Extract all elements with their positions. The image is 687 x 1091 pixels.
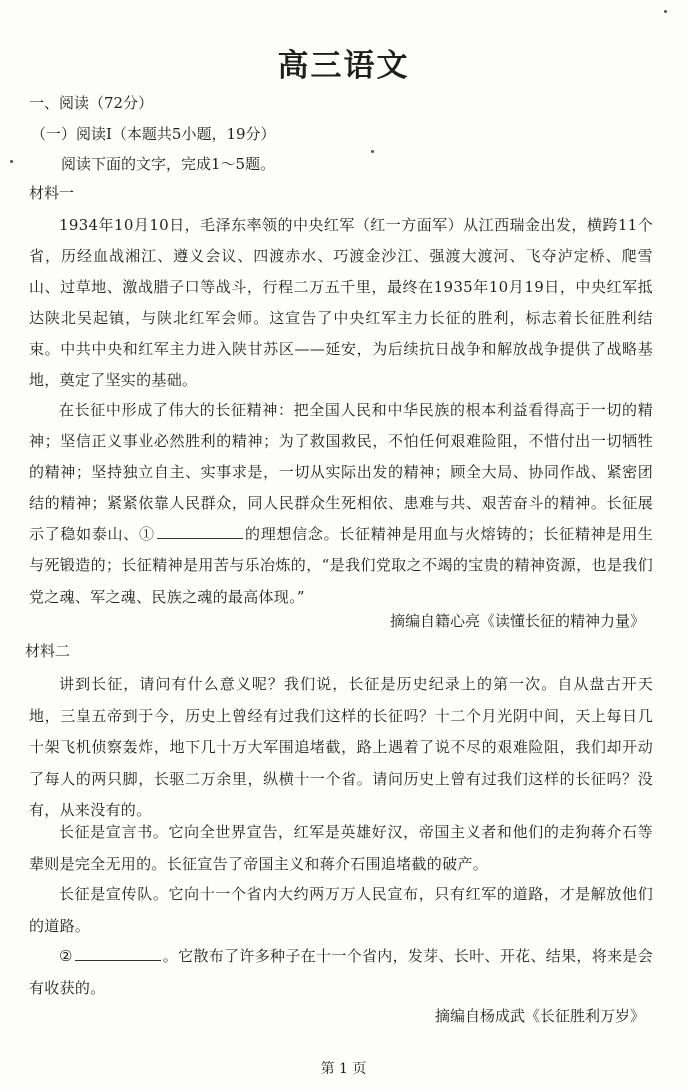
paragraph-text: 在长征中形成了伟大的长征精神：把全国人民和中华民族的根本利益看得高于一切的精神；坚信正义事业必然胜利的精神；为了救国救民，不怕任何艰难险阻，不惜付出一切牺牲的精神；坚持独立自主、实事求是，一切从实际出发的精神；顾全大局、协同作战、紧密团结的精神；紧紧依靠人民群众，同人民群众生死相依、患难与共、艰苦奋斗的精神。长征展示了稳如泰山、① [29, 401, 653, 544]
scan-speck [10, 160, 13, 163]
page-title: 高三语文 [277, 48, 410, 84]
material-two-paragraph-2: 长征是宣言书。它向全世界宣告，红军是英雄好汉，帝国主义者和他们的走狗蒋介石等辈则是完全无用的。长征宣告了帝国主义和蒋介石围追堵截的破产。 [29, 823, 653, 873]
part-heading: （一）阅读Ⅰ（本题共5小题，19分） [31, 125, 276, 143]
material-two-source: 摘编自杨成武《长征胜利万岁》 [434, 1007, 645, 1025]
material-one-source: 摘编自籍心亮《读懂长征的精神力量》 [389, 612, 645, 630]
material-one-label: 材料一 [29, 184, 75, 202]
section-heading: 一、阅读（72分） [29, 94, 154, 112]
scan-speck [371, 150, 374, 153]
material-one-paragraph-1: 1934年10月10日，毛泽东率领的中央红军（红一方面军）从江西瑞金出发，横跨11个省，历经血战湘江、遵义会议、四渡赤水、巧渡金沙江、强渡大渡河、飞夺泸定桥、爬雪山、过草地、激战腊子口等战斗，行程二万五千里，最终在1935年10月19日，中央红军抵达陕北吴起镇，与陕北红军会师。这宣告了中央红军主力长征的胜利，标志着长征胜利结束。中共中央和红军主力进入陕甘苏区——延安，为后续抗日战争和解放战争提供了战略基地，奠定了坚实的基础。 [29, 216, 653, 390]
instruction-text: 阅读下面的文字，完成1～5题。 [61, 155, 276, 173]
paragraph-text: ② [59, 947, 73, 965]
page-number: 第 1 页 [320, 1061, 367, 1077]
answer-blank-2[interactable] [75, 946, 161, 961]
material-two-label: 材料二 [25, 642, 71, 660]
material-two-paragraph-1: 讲到长征，请问有什么意义呢？我们说，长征是历史纪录上的第一次。自从盘古开天地，三皇五帝到于今，历史上曾经有过我们这样的长征吗？十二个月光阴中间，天上每日几十架飞机侦察轰炸，地下几十万大军围追堵截，路上遇着了说不尽的艰难险阻，我们却开动了每人的两只脚，长驱二万余里，纵横十一个省。请问历史上曾有过我们这样的长征吗？没有，从来没有的。 [29, 675, 653, 819]
material-one-paragraph-2 [29, 395, 653, 613]
material-two-paragraph-3: 长征是宣传队。它向十一个省内大约两万万人民宣布，只有红军的道路，才是解放他们的道路。 [29, 885, 653, 935]
scan-speck [664, 10, 667, 13]
paragraph-text: 。它散布了许多种子在十一个省内，发芽、长叶、开花、结果，将来是会有收获的。 [29, 947, 654, 997]
material-two-paragraph-4 [29, 941, 653, 1004]
paragraph-text: 的理想信念。长征精神是用血与火熔铸的；长征精神是用生与死锻造的；长征精神是用苦与乐冶炼的，“是我们党取之不竭的宝贵的精神资源，也是我们党之魂、军之魂、民族之魂的最高体现。” [29, 525, 653, 606]
answer-blank-1[interactable] [157, 524, 243, 539]
